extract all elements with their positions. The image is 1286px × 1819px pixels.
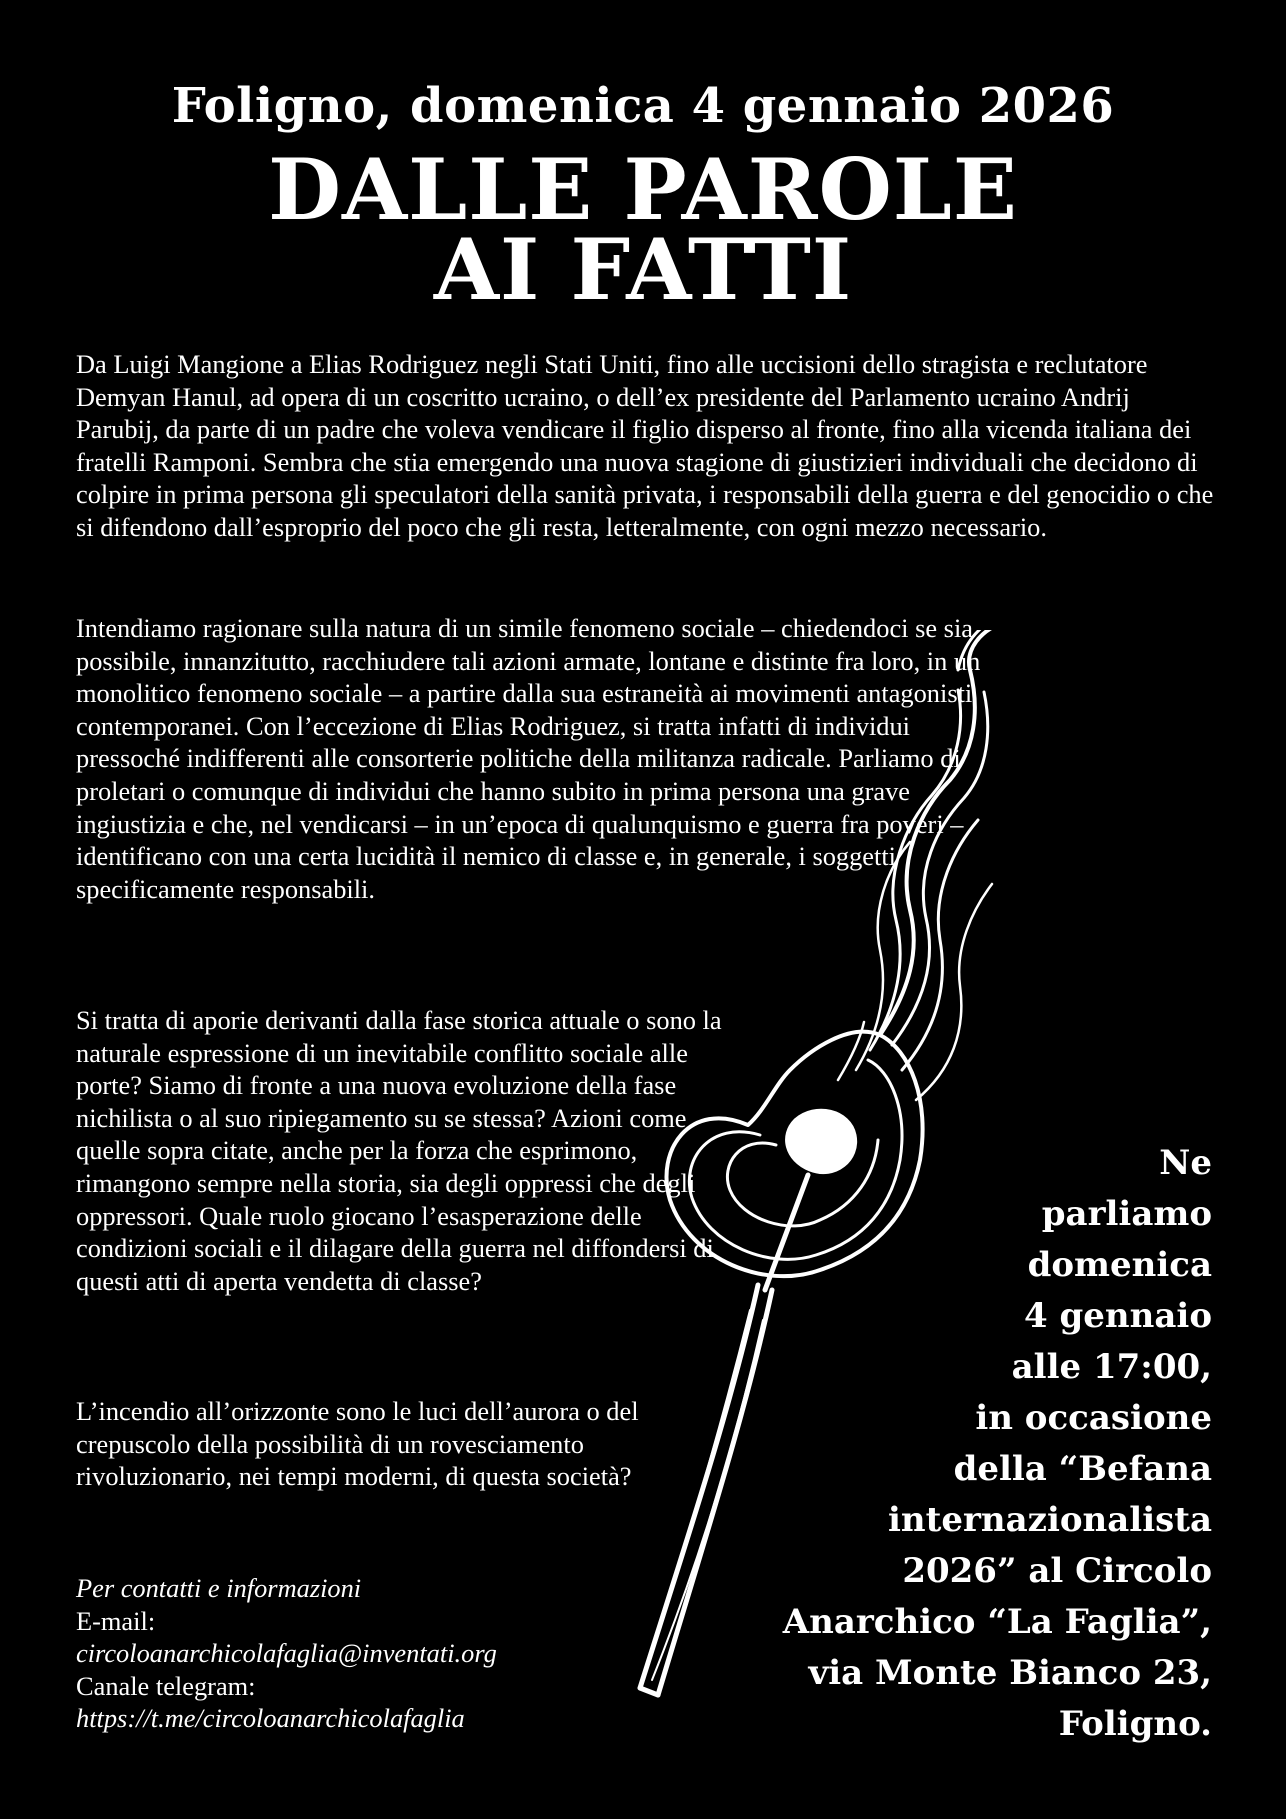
- paragraph-3: Si tratta di aporie derivanti dalla fase storica attuale o sono la naturale espressione di un inevitabile conflitto sociale alle porte? Siamo di fronte a una nuova evoluzione della fase nichilista o al suo ripiegamento su se stessa? Azioni come quelle sopra citate, anche per la forza che esprimono, rimangono sempre nella storia, sia degli oppressi che degli oppressori. Quale ruolo giocano l’esasperazione delle condizioni sociali e il dilagare della guerra nel diffondersi di questi atti di aperta vendetta di classe?: [76, 1005, 722, 1296]
- page-title: [0, 140, 1286, 319]
- paragraph-2: Intendiamo ragionare sulla natura di un simile fenomeno sociale – chiedendoci se sia possibile, innanzitutto, racchiudere tali azioni armate, lontane e distinte fra loro, in un monolitico fenomeno sociale – a partire dalla sua estraneità ai movimenti antagonisti contemporanei. Con l’eccezione di Elias Rodriguez, si tratta infatti di individui pressoché indifferenti alle consorterie politiche della militanza radicale. Parliamo di proletari o comunque di individui che hanno subito in prima persona una grave ingiustizia e che, nel vendicarsi – in un’epoca di qualunquismo e guerra fra poveri – identificano con una certa lucidità il nemico di classe e, in generale, i soggetti specificamente responsabili.: [76, 613, 981, 904]
- paragraph-4: L’incendio all’orizzonte sono le luci dell’aurora o del crepuscolo della possibilità di un rovesciamento rivoluzionario, nei tempi moderni, di questa società?: [76, 1396, 639, 1492]
- telegram-label: Canale telegram:: [76, 1670, 256, 1701]
- announcement-line: domenica: [1027, 1245, 1212, 1285]
- announcement-line: in occasione: [975, 1398, 1212, 1438]
- announcement-line: della “Befana: [953, 1449, 1212, 1489]
- contacts-heading: Per contatti e informazioni: [76, 1573, 362, 1603]
- announcement-line: parliamo: [1041, 1194, 1212, 1234]
- announcement-line: Foligno.: [1058, 1704, 1212, 1744]
- email-address[interactable]: circoloanarchicolafaglia@inventati.org: [76, 1638, 497, 1669]
- contacts-block: [76, 1572, 676, 1735]
- paragraph-1: Da Luigi Mangione a Elias Rodriguez negli Stati Uniti, fino alle uccisioni dello stragista e reclutatore Demyan Hanul, ad opera di un coscritto ucraino, o dell’ex presidente del Parlamento ucraino Andrij Parubij, da parte di un padre che voleva vendicare il figlio disperso al fronte, fino alla vicenda italiana dei fratelli Ramponi. Sembra che stia emergendo una nuova stagione di giustizieri individuali che decidono di colpire in prima persona gli speculatori della sanità privata, i responsabili della guerra e del genocidio o che si difendono dall’esproprio del poco che gli resta, letteralmente, con ogni mezzo necessario.: [76, 349, 1214, 542]
- announcement-line: internazionalista: [888, 1500, 1212, 1540]
- event-announcement: [692, 1138, 1212, 1750]
- announcement-line: Anarchico “La Faglia”,: [782, 1602, 1212, 1642]
- announcement-line: 4 gennaio: [1024, 1296, 1212, 1336]
- announcement-line: via Monte Bianco 23,: [808, 1653, 1212, 1693]
- date-line: Foligno, domenica 4 gennaio 2026: [171, 78, 1115, 134]
- email-label: E-mail:: [76, 1605, 156, 1636]
- title-line-2: AI FATTI: [433, 220, 853, 319]
- announcement-line: Ne: [1159, 1143, 1212, 1183]
- announcement-line: 2026” al Circolo: [902, 1551, 1212, 1591]
- telegram-link[interactable]: https://t.me/circoloanarchicolafaglia: [76, 1703, 465, 1734]
- title-line-1: DALLE PAROLE: [268, 140, 1018, 239]
- announcement-line: alle 17:00,: [1011, 1347, 1212, 1387]
